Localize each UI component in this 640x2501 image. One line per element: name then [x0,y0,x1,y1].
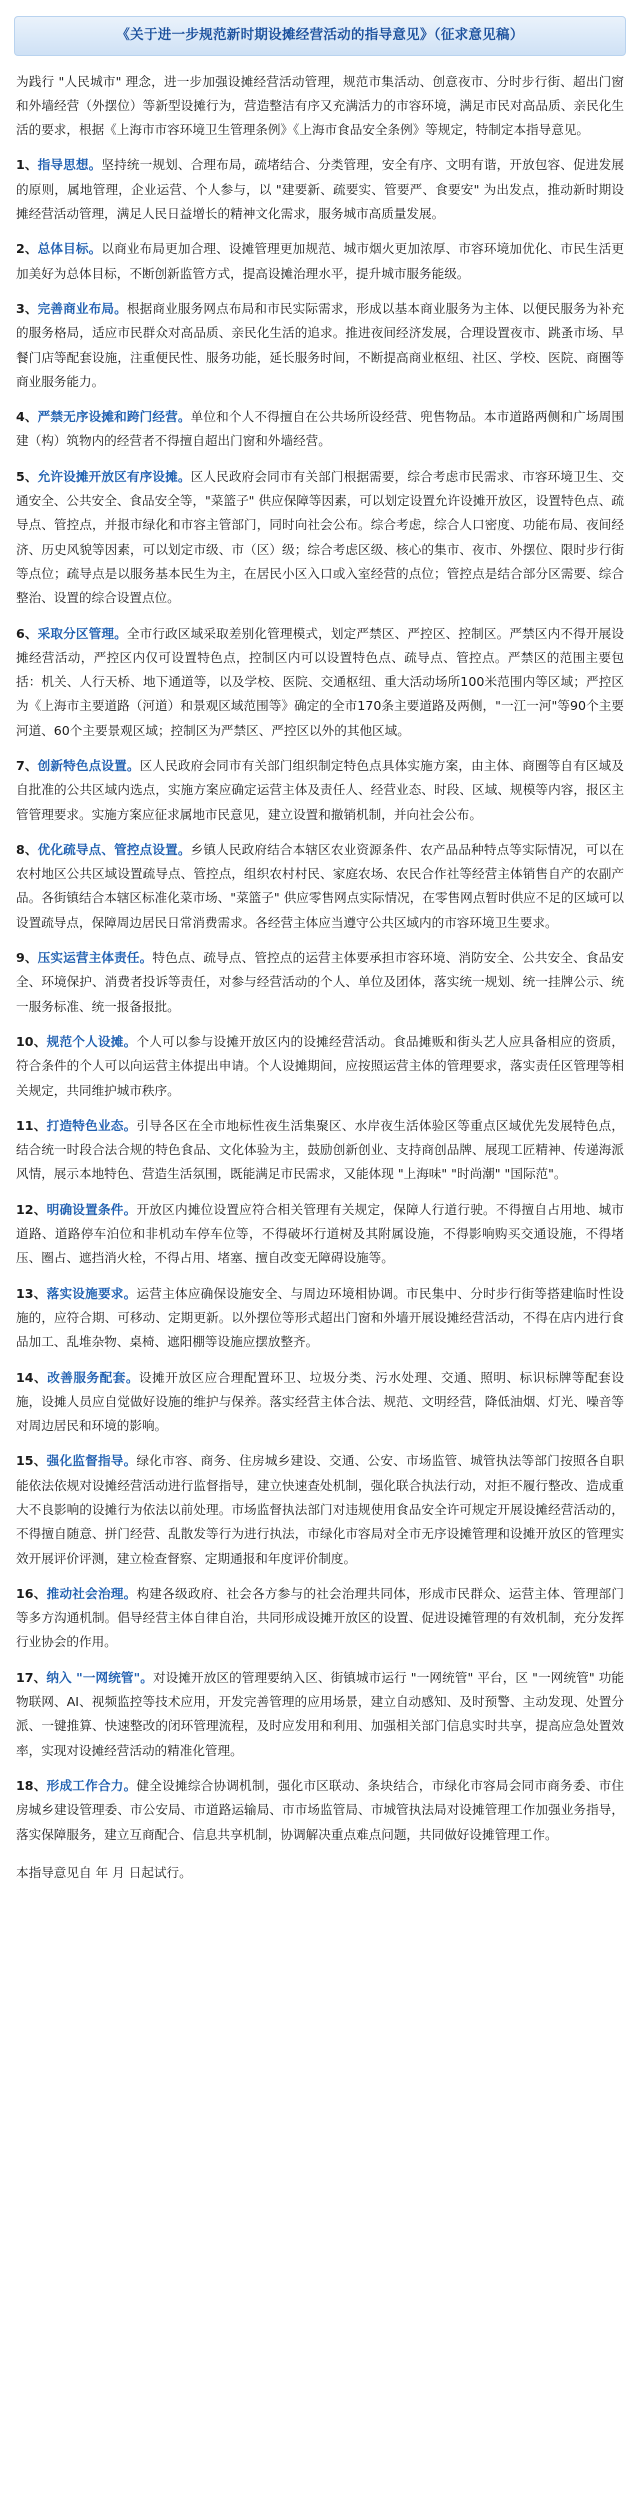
section-text: 区人民政府会同市有关部门组织制定特色点具体实施方案，由主体、商圈等自有区域及自批准的公共区域内选点，实施方案应确定运营主体及责任人、经营业态、时段、区域、规模等内容，报区主管管理要求。实施方案应征求属地市民意见，建立设置和撤销机制，并向社会公布。 [16,757,625,822]
section-number: 10、 [16,1033,47,1049]
section-heading: 总体目标。 [37,241,102,257]
section-text: 乡镇人民政府结合本辖区农业资源条件、农产品品种特点等实际情况，可以在农村地区公共区域设置疏导点、管控点，组织农村村民、家庭农场、农民合作社等经营主体销售自产的农副产品。各街镇结合本辖区标准化菜市场、"菜篮子" 供应零售网点实际情况，在零售网点暂时供应不足的区域可以设置疏导点，保障周边居民日常消费需求。各经营主体应当遵守公共区域内的市容环境卫生要求。 [16,841,625,930]
section-heading: 改善服务配套。 [47,1369,140,1385]
section-number: 9、 [16,950,38,966]
section-heading: 明确设置条件。 [46,1201,137,1217]
section-text: 根据商业服务网点布局和市民实际需求，形成以基本商业服务为主体、以便民服务为补充的服务格局，适应市民群众对高品质、亲民化生活的追求。推进夜间经济发展，合理设置夜市、跳蚤市场、早餐门店等配套设施，注重便民性、服务功能，延长服务时间，不断提高商业枢纽、社区、学校、医院、商圈等商业服务能力。 [16,300,625,389]
section-heading: 完善商业布局。 [37,300,127,316]
section-number: 13、 [16,1285,47,1301]
section-text: 开放区内摊位设置应符合相关管理有关规定，保障人行道行驶。不得擅自占用地、城市道路、道路停车泊位和非机动车停车位等，不得破坏行道树及其附属设施，不得影响购买交通设施，不得堵压、圈占、遮挡消火栓，不得占用、堵塞、擅自改变无障碍设施等。 [16,1201,625,1266]
section-paragraph [16,1366,624,1439]
section-paragraph [16,838,624,935]
section-number: 12、 [16,1201,47,1217]
section-text: 区人民政府会同市有关部门根据需要，综合考虑市民需求、市容环境卫生、交通安全、公共安全、食品安全等，"菜篮子" 供应保障等因素，可以划定设置允许设摊开放区，设置特色点、疏导点、管控点，并报市绿化和市容主管部门，同时向社会公布。综合考虑，综合人口密度、功能布局、夜间经济、历史风貌等因素，可以划定市级、市（区）级；综合考虑区级、核心的集市、夜市、外摆位、限时步行街等点位；疏导点是以服务基本民生为主，在居民小区入口或入室经营的点位；管控点是结合部分区需要、综合整治、设置的综合设置点位。 [16,468,625,606]
section-number: 8、 [16,841,38,857]
section-number: 14、 [16,1369,48,1385]
section-text: 单位和个人不得擅自在公共场所设经营、兜售物品。本市道路两侧和广场周围建（构）筑物内的经营者不得擅自超出门窗和外墙经营。 [16,409,625,449]
section-number: 18、 [16,1777,47,1793]
section-heading: 推动社会治理。 [46,1585,137,1601]
section-paragraph [16,1198,624,1271]
effective-date-line: 本指导意见自 年 月 日起试行。 [16,1864,192,1880]
section-number: 3、 [16,300,38,316]
section-paragraph [16,754,624,827]
section-number: 17、 [16,1669,47,1685]
section-number: 5、 [16,468,38,484]
preamble-paragraph: 为践行 "人民城市" 理念，进一步加强设摊经营活动管理，规范市集活动、创意夜市、分时步行街、超出门窗和外墙经营（外摆位）等新型设摊行为，营造整洁有序又充满活力的市容环境，满足市民对高品质、亲民化生活的要求，根据《上海市市容环境卫生管理条例》《上海市食品安全条例》等规定，特制定本指导意见。 [16,73,624,138]
section-text: 绿化市容、商务、住房城乡建设、交通、公安、市场监管、城管执法等部门按照各自职能依法依规对设摊经营活动进行监督指导，建立快速查处机制，强化联合执法行动，对拒不履行整改、造成重大不良影响的设摊行为依法以前处理。市场监督执法部门对违规使用食品安全许可规定开展设摊经营活动的，不得擅自随意、拼门经营、乱散发等行为进行执法，市绿化市容局对全市无序设摊管理和设摊开放区的管理实效开展评价评测，建立检查督察、定期通报和年度评价制度。 [16,1453,625,1566]
section-number: 2、 [16,241,38,257]
section-paragraph [16,153,624,226]
section-number: 7、 [16,757,38,773]
section-number: 4、 [16,409,38,425]
section-text: 运营主体应确保设施安全、与周边环境相协调。市民集中、分时步行街等搭建临时性设施的，应符合期、可移动、定期更新。以外摆位等形式超出门窗和外墙开展设摊经营活动，不得在店内进行食品加工、乱堆杂物、桌椅、遮阳棚等设施应摆放整齐。 [16,1285,625,1350]
section-text: 引导各区在全市地标性夜生活集聚区、水岸夜生活体验区等重点区域优先发展特色点，结合统一时段合法合规的特色食品、文化体验为主，鼓励创新创业、支持商创品牌、展现工匠精神、传递海派风情，展示本地特色、营造生活氛围，既能满足市民需求，又能体现 "上海味" "时尚潮" "国际范"。 [16,1117,625,1182]
section-heading: 落实设施要求。 [46,1285,137,1301]
section-number: 16、 [16,1585,47,1601]
section-paragraph [16,946,624,1019]
document-title-banner [14,16,626,56]
document-body [0,70,640,1885]
section-heading: 指导思想。 [37,157,102,173]
section-heading: 创新特色点设置。 [37,757,140,773]
page-title: 《关于进一步规范新时期设摊经营活动的指导意见》（征求意见稿） [116,27,524,43]
section-text: 对设摊开放区的管理要纳入区、街镇城市运行 "一网统管" 平台，区 "一网统管" 功能物联网、AI、视频监控等技术应用，开发完善管理的应用场景，建立自动感知、及时预警、主动发现、处置分派、一键推算、快速整改的闭环管理流程，及时应发用和利用、加强相关部门信息实时共享，提高应急处置效率，实现对设摊经营活动的精准化管理。 [16,1669,625,1758]
section-heading: 采取分区管理。 [37,625,127,641]
section-paragraph [16,1449,624,1570]
section-paragraph [16,622,624,743]
section-heading: 纳入 "一网统管"。 [46,1669,153,1685]
section-paragraph [16,237,624,286]
section-text: 全市行政区域采取差别化管理模式，划定严禁区、严控区、控制区。严禁区内不得开展设摊经营活动，严控区内仅可设置特色点，控制区内可以设置特色点、疏导点、管控点。严禁区的范围主要包括：机关、人行天桥、地下通道等，以及学校、医院、交通枢纽、重大活动场所100米范围内等区域；严控区为《上海市主要道路（河道）和景观区域范围等》确定的全市170条主要道路及两侧，"一江一河"等90个主要河道、60个主要景观区域；控制区为严禁区、严控区以外的其他区域。 [16,625,625,738]
section-text: 健全设摊综合协调机制，强化市区联动、条块结合，市绿化市容局会同市商务委、市住房城乡建设管理委、市公安局、市道路运输局、市市场监管局、市城管执法局对设摊管理工作加强业务指导，落实保障服务，建立互商配合、信息共享机制，协调解决重点难点问题，共同做好设摊管理工作。 [16,1777,625,1842]
section-text: 坚持统一规划、合理布局，疏堵结合、分类管理，安全有序、文明有谐，开放包容、促进发展的原则，属地管理，企业运营、个人参与，以 "建要新、疏要实、管要严、食要安" 为出发点，推动新时期设摊经营活动管理，满足人民日益增长的精神文化需求，服务城市高质量发展。 [16,157,625,222]
section-heading: 严禁无序设摊和跨门经营。 [37,409,191,425]
section-heading: 打造特色业态。 [46,1117,137,1133]
section-paragraph [16,1582,624,1655]
section-heading: 规范个人设摊。 [46,1033,137,1049]
section-paragraph [16,1666,624,1763]
section-paragraph [16,297,624,394]
section-heading: 允许设摊开放区有序设摊。 [37,468,191,484]
section-heading: 压实运营主体责任。 [37,950,153,966]
section-number: 1、 [16,157,38,173]
section-number: 11、 [16,1117,47,1133]
section-number: 15、 [16,1453,47,1469]
section-text: 个人可以参与设摊开放区内的设摊经营活动。食品摊贩和街头艺人应具备相应的资质，符合条件的个人可以向运营主体提出申请。个人设摊期间，应按照运营主体的管理要求，落实责任区管理等相关规定，共同维护城市秩序。 [16,1033,625,1098]
section-heading: 强化监督指导。 [46,1453,137,1469]
section-paragraph [16,1114,624,1187]
section-heading: 优化疏导点、管控点设置。 [37,841,191,857]
section-paragraph [16,1030,624,1103]
section-number: 6、 [16,625,38,641]
section-paragraph [16,405,624,454]
section-text: 设摊开放区应合理配置环卫、垃圾分类、污水处理、交通、照明、标识标牌等配套设施，设摊人员应自觉做好设施的维护与保养。落实经营主体合法、规范、文明经营，降低油烟、灯光、噪音等对周边居民和环境的影响。 [16,1369,625,1434]
section-paragraph [16,1774,624,1847]
section-text: 以商业布局更加合理、设摊管理更加规范、城市烟火更加浓厚、市容环境加优化、市民生活更加美好为总体目标，不断创新监管方式，提高设摊治理水平，提升城市服务能级。 [16,241,625,281]
section-paragraph [16,465,624,611]
document-page [0,16,640,2501]
section-text: 构建各级政府、社会各方参与的社会治理共同体，形成市民群众、运营主体、管理部门等多方沟通机制。倡导经营主体自律自治，共同形成设摊开放区的设置、促进设摊管理的有效机制，充分发挥行业协会的作用。 [16,1585,625,1650]
section-paragraph [16,1282,624,1355]
section-text: 特色点、疏导点、管控点的运营主体要承担市容环境、消防安全、公共安全、食品安全、环境保护、消费者投诉等责任，对参与经营活动的个人、单位及团体，落实统一规划、统一挂牌公示、统一服务标准、统一报备报批。 [16,950,625,1014]
section-heading: 形成工作合力。 [46,1777,137,1793]
